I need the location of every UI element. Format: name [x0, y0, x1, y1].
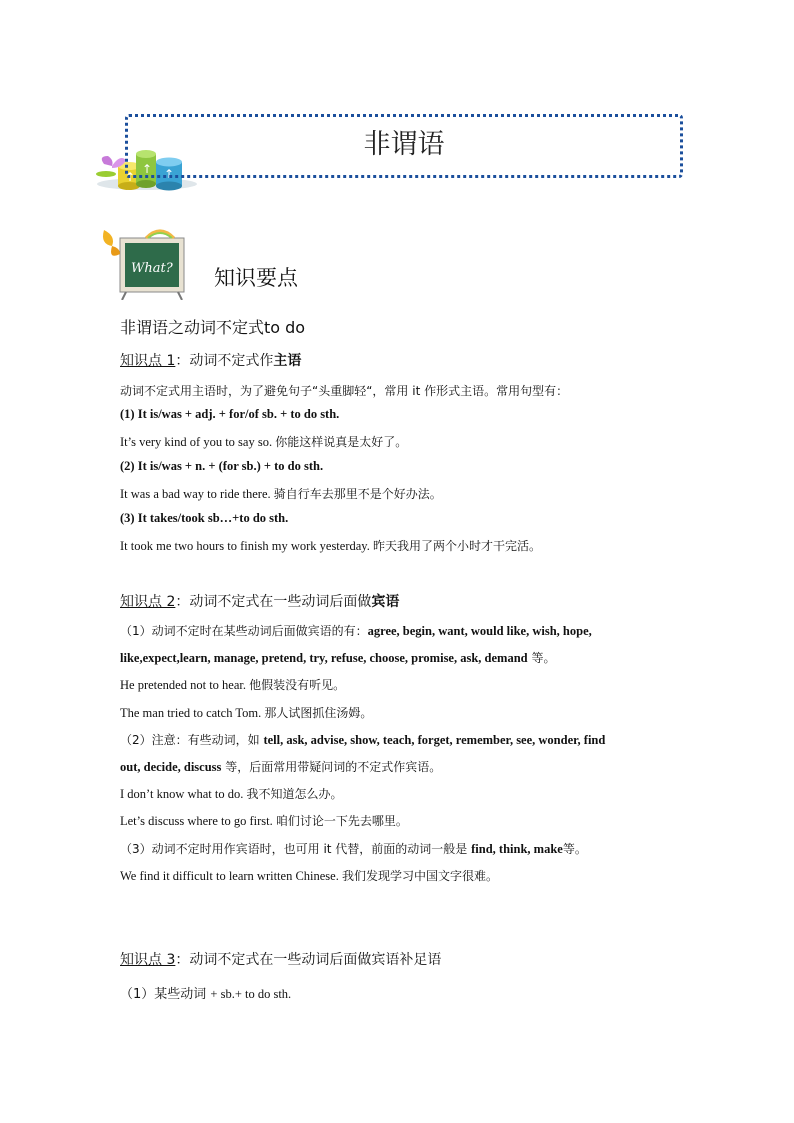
kp2-rule-2: （2）注意：有些动词，如 tell, ask, advise, show, teach, forget, remember, see, wonder, find — [120, 733, 606, 747]
kp3-heading — [120, 949, 441, 969]
kp2-example-5: We find it difficult to learn written Chinese. 我们发现学习中国文字很难。 — [120, 869, 498, 883]
kp2-example-1: He pretended not to hear. 他假装没有听见。 — [120, 678, 346, 692]
kp2-rule-2-cont: out, decide, discuss 等，后面常用带疑问词的不定式作宾语。 — [120, 760, 442, 774]
kp1-heading — [120, 350, 301, 370]
kp2-label: 知识点 2 — [120, 594, 176, 610]
kp2-example-2: The man tried to catch Tom. 那人试图抓住汤姆。 — [120, 706, 373, 720]
kp1-example-1: It’s very kind of you to say so. 你能这样说真是太好了。 — [120, 435, 408, 449]
kp2-example-3: I don’t know what to do. 我不知道怎么办。 — [120, 787, 343, 801]
kp1-heading-bold: 主语 — [273, 353, 302, 369]
kp3-heading-text: ：动词不定式在一些动词后面做宾语补足语 — [175, 952, 442, 968]
kp1-label: 知识点 1 — [120, 353, 176, 369]
kp1-example-3: It took me two hours to finish my work yesterday. 昨天我用了两个小时才干完活。 — [120, 539, 541, 553]
kp3-rule-1: （1）某些动词 + sb.+ to do sth. — [120, 987, 292, 1002]
kp2-heading-text: ：动词不定式在一些动词后面做 — [175, 594, 372, 610]
kp2-rule-1: （1）动词不定时在某些动词后面做宾语的有：agree, begin, want, would like, wish, hope, — [120, 624, 592, 638]
kp2-example-4: Let’s discuss where to go first. 咱们讨论一下先去哪里。 — [120, 814, 408, 828]
kp3-label: 知识点 3 — [120, 952, 176, 968]
kp2-heading-bold: 宾语 — [371, 594, 400, 610]
svg-text:↑: ↑ — [164, 167, 175, 181]
kp1-heading-text: ：动词不定式作 — [175, 353, 274, 369]
kp2-heading — [120, 591, 399, 611]
kp1-pattern-2: (2) It is/was + n. + (for sb.) + to do sth. — [120, 459, 324, 473]
page-title: 非谓语 — [363, 129, 445, 160]
subtitle: 非谓语之动词不定式to do — [120, 318, 306, 337]
kp1-pattern-3: (3) It takes/took sb…+to do sth. — [120, 511, 289, 525]
kp1-intro: 动词不定式用主语时，为了避免句子“头重脚轻“，常用 it 作形式主语。常用句型有： — [120, 384, 569, 398]
kp2-rule-1-cont: like,expect,learn, manage, pretend, try, refuse, choose, promise, ask, demand 等。 — [120, 651, 556, 665]
section-header: 知识要点 — [214, 266, 298, 290]
svg-text:↑: ↑ — [125, 170, 136, 184]
kp1-pattern-1: (1) It is/was + adj. + for/of sb. + to do sth. — [120, 407, 340, 421]
svg-text:↑: ↑ — [142, 162, 153, 176]
chalkboard-icon — [100, 224, 190, 300]
kp1-example-2: It was a bad way to ride there. 骑自行车去那里不是个好办法。 — [120, 487, 442, 501]
svg-text:What?: What? — [131, 261, 173, 276]
kp2-rule-3: （3）动词不定时用作宾语时，也可用 it 代替，前面的动词一般是 find, think, make等。 — [120, 842, 587, 856]
